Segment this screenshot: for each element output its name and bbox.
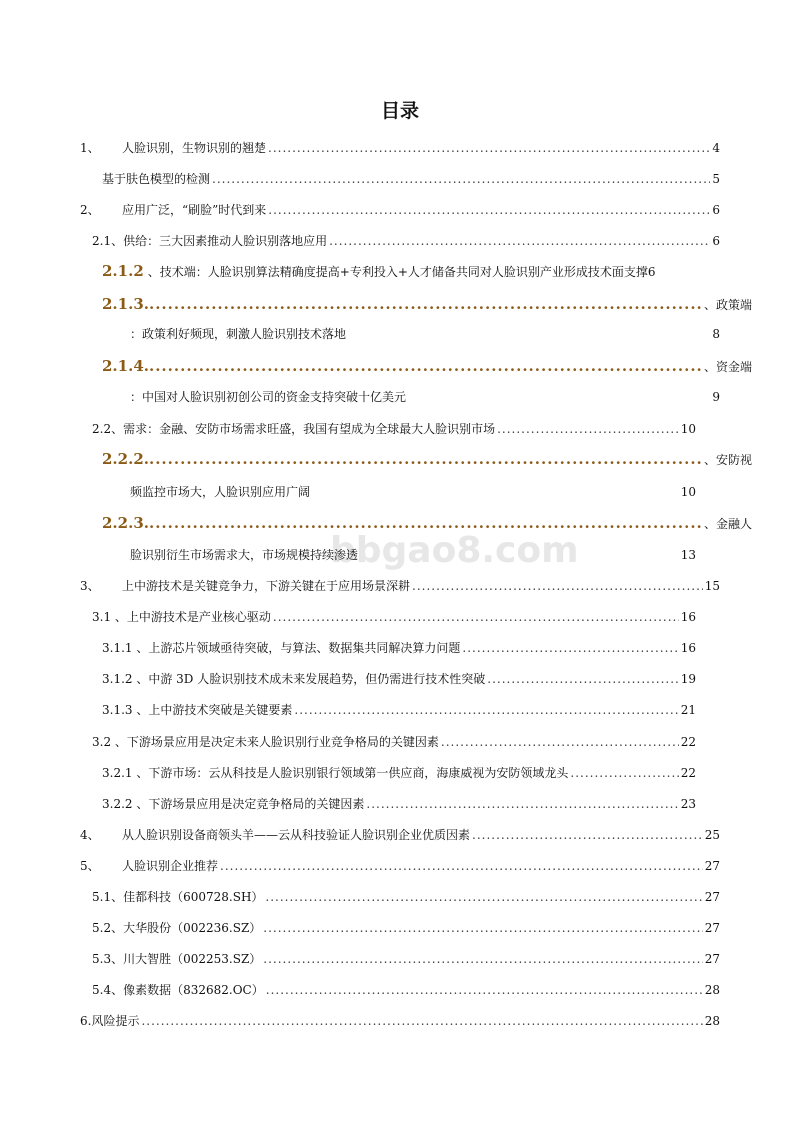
toc-text: 应用广泛，“刷脸”时代到来 [122, 203, 267, 217]
toc-text: 下游市场：云从科技是人脸识别银行领域第一供应商，海康威视为安防领域龙头 [148, 766, 569, 780]
toc-text: 风险提示 [91, 1014, 140, 1028]
toc-page: 8 [712, 327, 720, 341]
toc-leader [487, 672, 678, 686]
toc-entry-2-1-2[interactable] [102, 262, 742, 280]
toc-number: 3.1.2 、 [102, 672, 149, 686]
toc-leader [294, 703, 678, 717]
toc-entry-3-1-1[interactable] [102, 639, 696, 656]
toc-entry-6[interactable] [80, 1012, 720, 1029]
toc-number: 3.1 、 [92, 610, 127, 624]
toc-leader [472, 828, 703, 842]
toc-entry-3-2[interactable] [92, 733, 696, 750]
toc-page: 6 [647, 265, 656, 279]
toc-text-tail: 、金融人 [703, 517, 752, 531]
toc-number: 3、 [80, 579, 100, 593]
toc-entry-2-2-3[interactable] [102, 514, 752, 532]
toc-number: 5.3、 [92, 952, 124, 966]
toc-entry-3-1[interactable] [92, 608, 696, 625]
toc-leader [329, 234, 710, 248]
toc-entry-5-4[interactable] [92, 981, 720, 998]
toc-number: 2.1、 [92, 234, 124, 248]
toc-text: 基于肤色模型的检测 [102, 172, 211, 186]
toc-number: 2、 [80, 203, 100, 217]
toc-text: 供给：三大因素推动人脸识别落地应用 [123, 234, 328, 248]
toc-entry-2-1-4[interactable] [102, 357, 752, 375]
toc-number: 6. [80, 1014, 92, 1028]
toc-entry-2-2-2[interactable] [102, 450, 752, 468]
toc-entry-5-3[interactable] [92, 950, 720, 967]
toc-leader [268, 141, 710, 155]
toc-text: ：中国对人脸识别初创公司的资金支持突破十亿美元 [130, 390, 407, 404]
toc-text: 上中游技术是产业核心驱动 [126, 610, 271, 624]
toc-leader [412, 579, 703, 593]
toc-entry-2-2[interactable] [92, 420, 696, 437]
toc-text: 中游 3D 人脸识别技术成未来发展趋势，但仍需进行技术性突破 [148, 672, 486, 686]
toc-number: 2.2.3. [102, 514, 149, 532]
toc-page: 28 [704, 1014, 720, 1028]
toc-number: 1、 [80, 141, 100, 155]
toc-number: 5.4、 [92, 983, 124, 997]
toc-number: 3.2 、 [92, 735, 127, 749]
toc-text-tail: 、政策端 [703, 298, 752, 312]
toc-page: 13 [680, 548, 696, 562]
toc-page: 6 [712, 234, 720, 248]
toc-leader [220, 859, 703, 873]
toc-text: 上中游技术是关键竞争力，下游关键在于应用场景深耕 [122, 579, 411, 593]
toc-entry-2-2-3-cont[interactable] [130, 546, 696, 563]
toc-leader [462, 641, 678, 655]
toc-page: 5 [712, 172, 720, 186]
toc-number: 2.1.2 [102, 262, 144, 280]
toc-text: 从人脸识别设备商领头羊——云从科技验证人脸识别企业优质因素 [122, 828, 471, 842]
toc-text: 需求：金融、安防市场需求旺盛，我国有望成为全球最大人脸识别市场 [123, 422, 496, 436]
toc-leader [366, 797, 678, 811]
toc-leader [149, 514, 704, 532]
toc-leader [268, 203, 710, 217]
toc-entry-5[interactable] [80, 857, 720, 874]
toc-page: 21 [680, 703, 696, 717]
toc-number: 5、 [80, 859, 100, 873]
toc-entry-5-1[interactable] [92, 888, 720, 905]
toc-text: 佳都科技（600728.SH） [123, 890, 264, 904]
toc-text: 人脸识别企业推荐 [122, 859, 219, 873]
toc-page: 16 [680, 610, 696, 624]
toc-entry-3[interactable] [80, 577, 720, 594]
toc-number: 3.2.2 、 [102, 797, 149, 811]
toc-page: 4 [712, 141, 720, 155]
toc-entry-2-1[interactable] [92, 232, 720, 249]
toc-text: 人脸识别，生物识别的翘楚 [122, 141, 267, 155]
toc-leader [263, 952, 702, 966]
toc-number: 4、 [80, 828, 100, 842]
page-title: 目录 [380, 100, 419, 122]
toc-page: 27 [704, 921, 720, 935]
toc-page: 28 [704, 983, 720, 997]
toc-page: 27 [704, 859, 720, 873]
toc-leader [497, 422, 679, 436]
toc-leader [149, 357, 704, 375]
toc-entry-5-2[interactable] [92, 919, 720, 936]
toc-entry-2-1-3[interactable] [102, 295, 752, 313]
toc-page: 10 [680, 485, 696, 499]
toc-entry-1[interactable] [80, 139, 720, 156]
toc-leader [441, 735, 679, 749]
toc-number: 2.1.3. [102, 295, 149, 313]
toc-leader [265, 890, 702, 904]
toc-leader [212, 172, 710, 186]
toc-text: 川大智胜（002253.SZ） [123, 952, 262, 966]
toc-text: 、技术端：人脸识别算法精确度提高+专利投入+人才储备共同对人脸识别产业形成技术面支撑 [147, 265, 648, 279]
toc-entry-4[interactable] [80, 826, 720, 843]
toc-number: 3.2.1 、 [102, 766, 149, 780]
toc-entry-3-1-3[interactable] [102, 701, 696, 718]
toc-entry-1a[interactable] [102, 170, 720, 187]
toc-page: 9 [712, 390, 720, 404]
toc-entry-2-1-4-cont[interactable] [130, 388, 720, 405]
toc-page: 16 [680, 641, 696, 655]
toc-page: 10 [680, 422, 696, 436]
toc-page: 19 [680, 672, 696, 686]
toc-text: 大华股份（002236.SZ） [123, 921, 262, 935]
toc-number: 5.2、 [92, 921, 124, 935]
toc-entry-2-1-3-cont[interactable] [130, 325, 720, 342]
toc-leader [570, 766, 678, 780]
toc-leader [149, 450, 704, 468]
watermark: bbgao8.com [330, 530, 579, 571]
toc-text: 下游场景应用是决定未来人脸识别行业竞争格局的关键因素 [126, 735, 439, 749]
toc-entry-2[interactable] [80, 201, 720, 218]
toc-page: 25 [704, 828, 720, 842]
toc-leader [266, 983, 703, 997]
toc-leader [263, 921, 702, 935]
toc-text-tail: 、资金端 [703, 360, 752, 374]
toc-leader [273, 610, 679, 624]
toc-number: 2.2.2. [102, 450, 149, 468]
toc-number: 2.2、 [92, 422, 124, 436]
toc-leader [149, 295, 704, 313]
toc-entry-3-1-2[interactable] [102, 670, 696, 687]
toc-number: 3.1.1 、 [102, 641, 149, 655]
toc-entry-3-2-2[interactable] [102, 795, 696, 812]
toc-text: 脸识别衍生市场需求大，市场规模持续渗透 [130, 548, 359, 562]
toc-leader [141, 1014, 702, 1028]
toc-number: 3.1.3 、 [102, 703, 149, 717]
toc-page: 23 [680, 797, 696, 811]
toc-page: 27 [704, 952, 720, 966]
toc-entry-2-2-2-cont[interactable] [130, 483, 696, 500]
toc-text-tail: 、安防视 [703, 453, 752, 467]
toc-page: 22 [680, 735, 696, 749]
toc-text: 上中游技术突破是关键要素 [148, 703, 293, 717]
toc-page: 27 [704, 890, 720, 904]
toc-text: ：政策利好频现，刺激人脸识别技术落地 [130, 327, 347, 341]
toc-entry-3-2-1[interactable] [102, 764, 696, 781]
toc-text: 频监控市场大，人脸识别应用广阔 [130, 485, 311, 499]
toc-page: 22 [680, 766, 696, 780]
toc-text: 像素数据（832682.OC） [123, 983, 264, 997]
toc-page: 6 [712, 203, 720, 217]
toc-number: 2.1.4. [102, 357, 149, 375]
toc-text: 上游芯片领域亟待突破，与算法、数据集共同解决算力问题 [148, 641, 461, 655]
toc-number: 5.1、 [92, 890, 124, 904]
toc-page: 15 [704, 579, 720, 593]
toc-text: 下游场景应用是决定竞争格局的关键因素 [148, 797, 365, 811]
